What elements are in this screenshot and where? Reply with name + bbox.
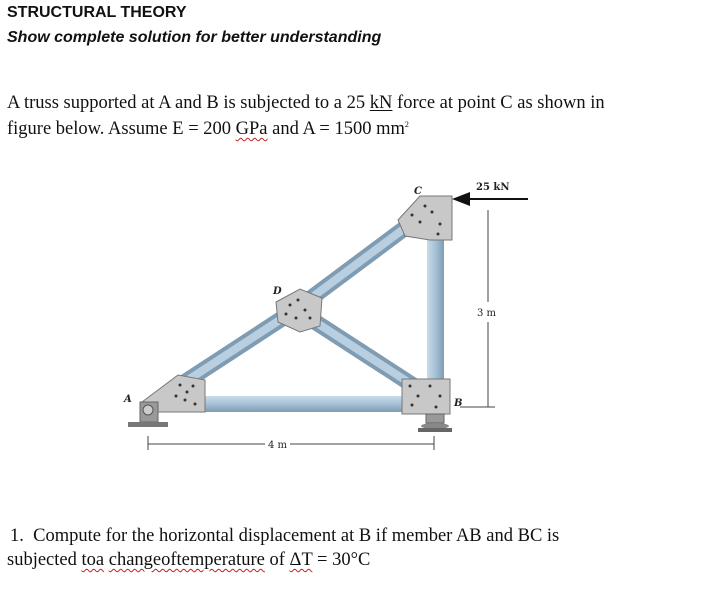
span-label: 4 m: [268, 440, 288, 451]
load-label: 25 kN: [476, 182, 510, 193]
question-line-1: [10, 524, 559, 548]
node-label-c: C: [414, 186, 422, 197]
gusset-plate-c: [398, 196, 452, 240]
question-line-2: [7, 548, 370, 572]
text-segment: Compute for the horizontal displacement at B if member AB and BC is: [33, 526, 560, 546]
height-label: 3 m: [477, 308, 497, 319]
misspelled-word: toa: [81, 550, 105, 570]
gusset-plate-b: [402, 379, 450, 414]
document-subtitle: Show complete solution for better understanding: [7, 29, 382, 46]
text-segment: = 30°C: [312, 550, 371, 570]
superscript: 2: [404, 120, 409, 129]
unit-kn: kN: [369, 93, 393, 113]
misspelled-word: changeoftemperature: [108, 550, 265, 570]
node-label-a: A: [124, 394, 132, 405]
unit-gpa: GPa: [235, 119, 268, 140]
node-label-d: D: [273, 286, 282, 297]
text-segment: of: [264, 550, 290, 570]
load-arrow: [452, 192, 528, 206]
roller-support-b: [418, 414, 452, 432]
text-segment: force at point C as shown in: [392, 93, 605, 113]
document-title: STRUCTURAL THEORY: [7, 4, 187, 21]
span-dimension: [148, 436, 434, 450]
member-bc: [427, 220, 444, 400]
text-segment: and A = 1500 mm: [267, 119, 405, 140]
question-number: 1.: [10, 526, 24, 546]
node-label-b: B: [454, 398, 463, 409]
text-segment: figure below. Assume E = 200: [7, 119, 236, 140]
text-segment: subjected: [7, 550, 82, 570]
text-segment: A truss supported at A and B is subjected to a 25: [7, 93, 370, 113]
delta-t-symbol: ΔT: [289, 550, 313, 570]
